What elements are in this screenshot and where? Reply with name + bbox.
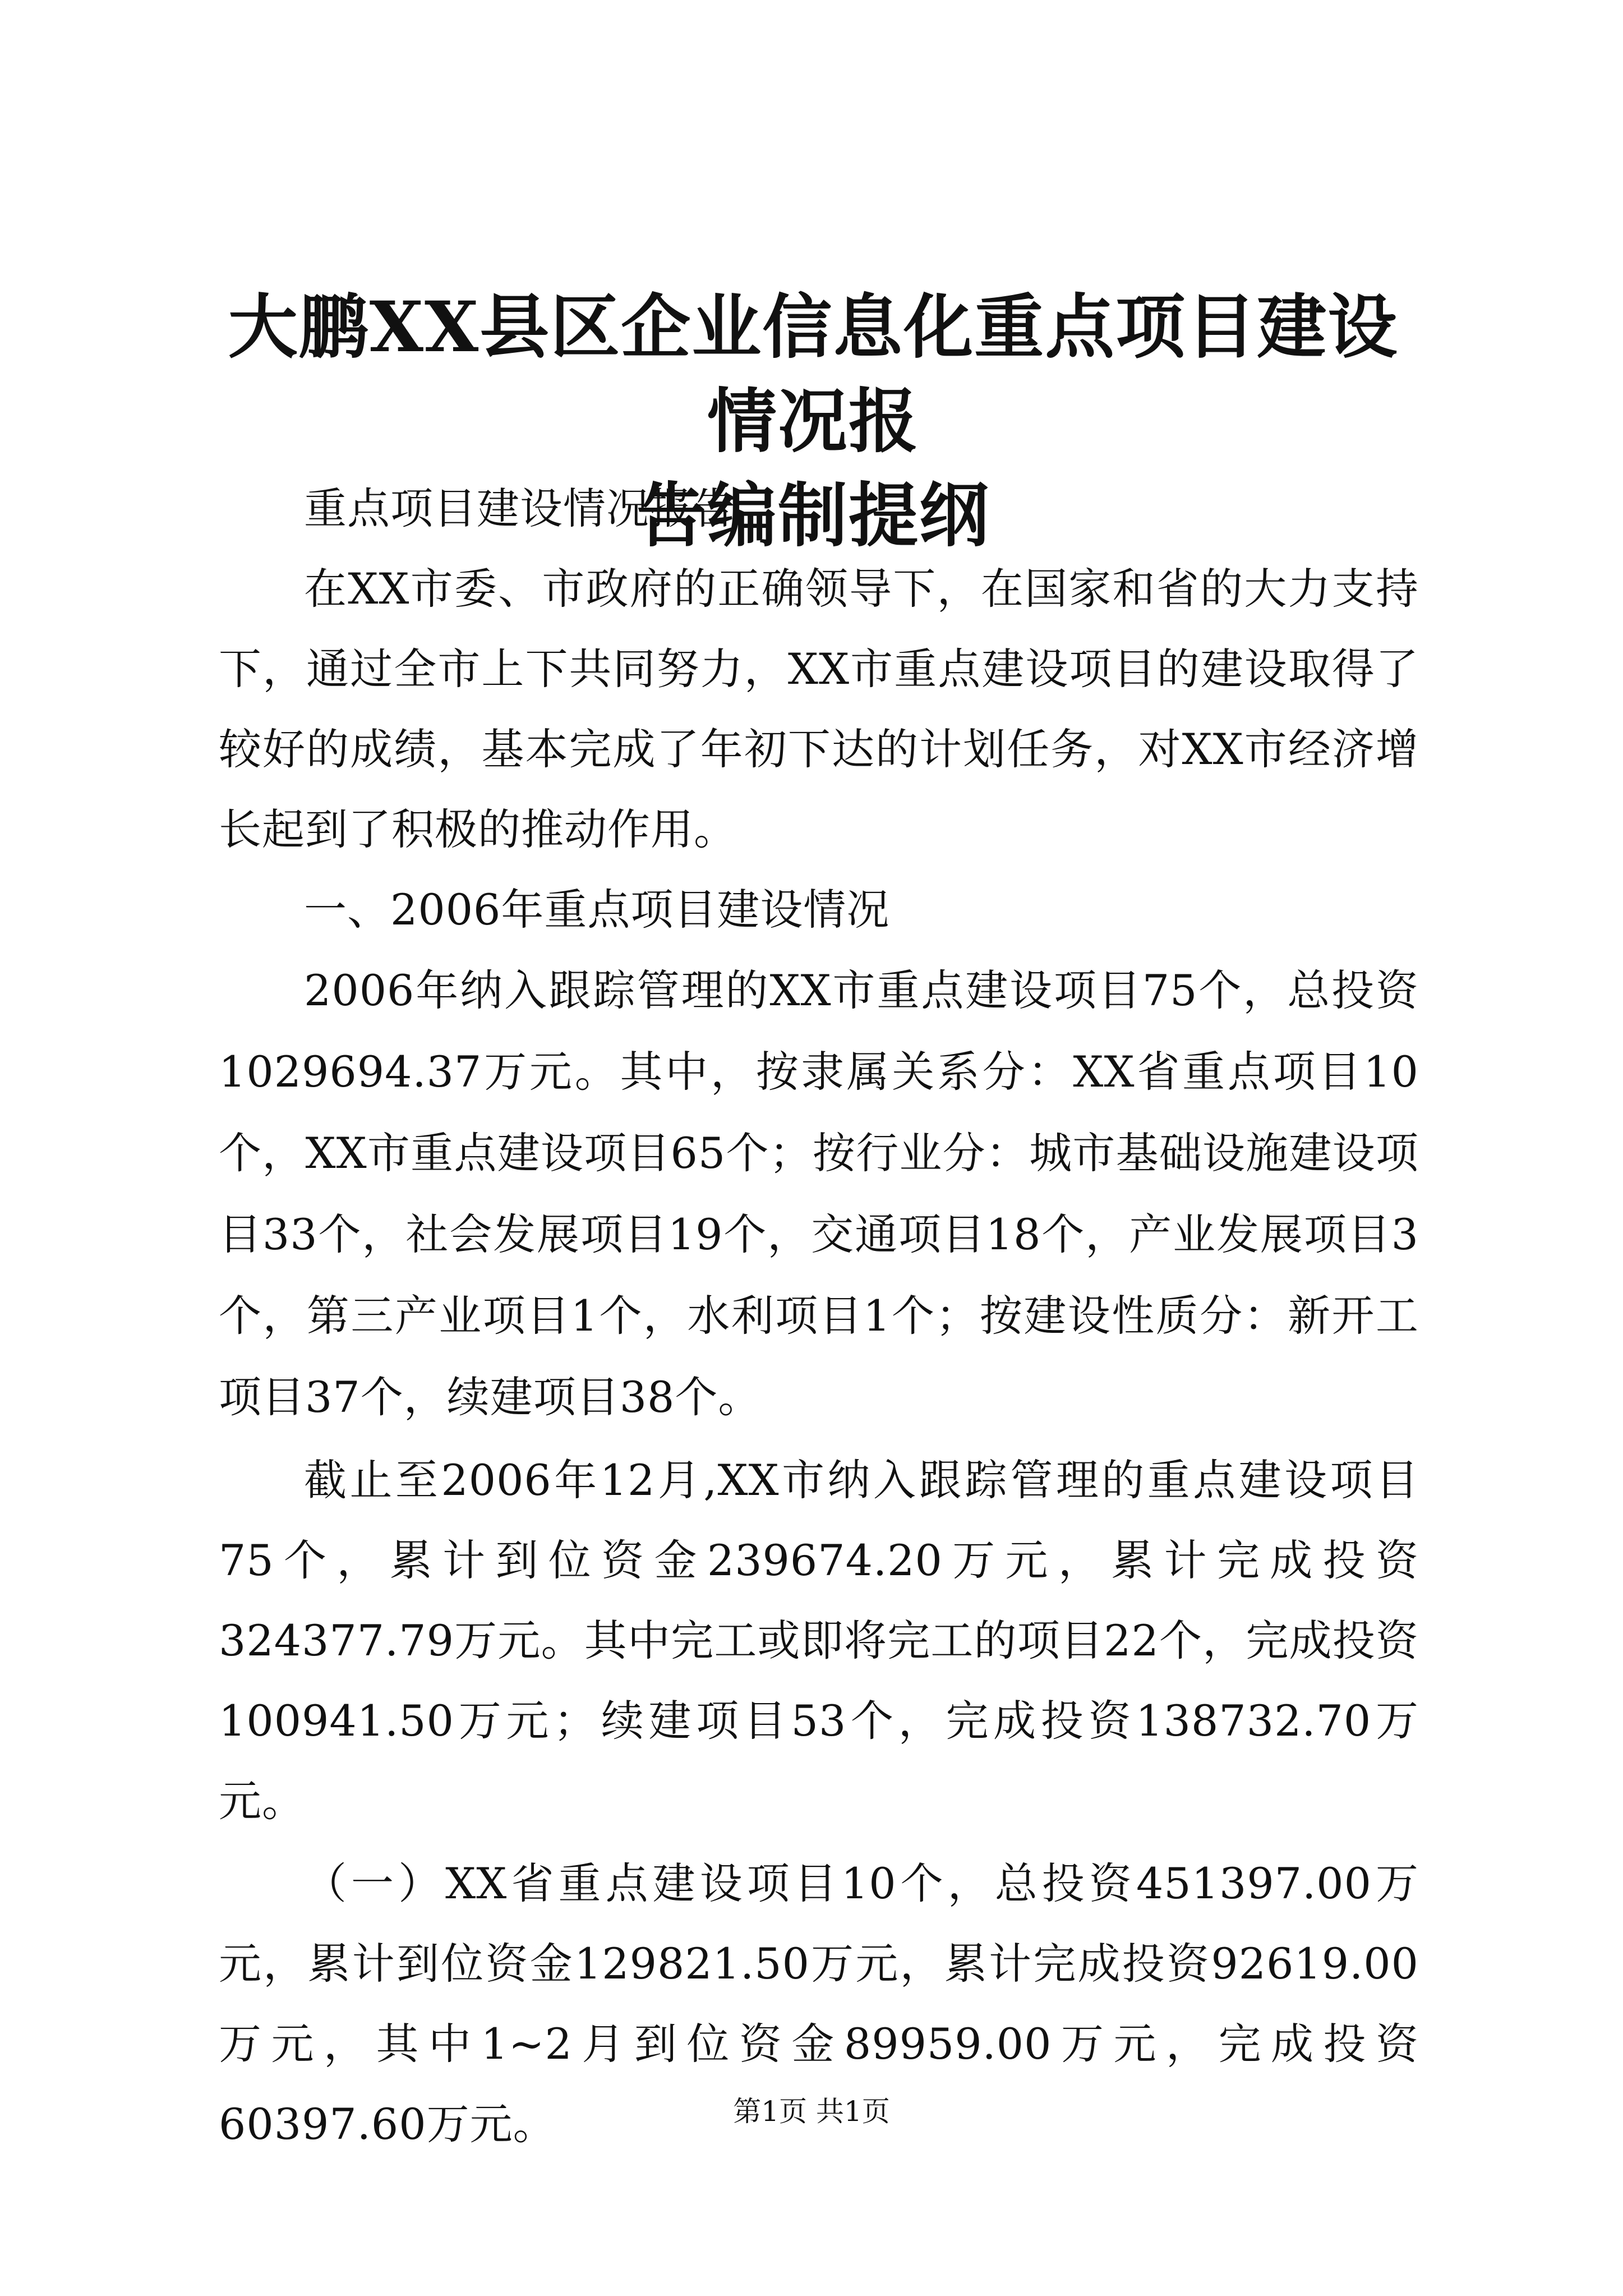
title-line-2: 告编制提纲 xyxy=(636,475,990,556)
paragraph-projects-overview: 2006年纳入跟踪管理的XX市重点建设项目75个，总投资1029694.37万元。其中，按隶属关系分：XX省重点项目10个，XX市重点建设项目65个；按行业分：城市基础设施建设项目33个，社会发展项目19个，交通项目18个，产业发展项目3个，第三产业项目1个，水利项目1个；按建设性质分：新开工项目37个，续建项目38个。 xyxy=(219,965,1419,1422)
paragraph-subtitle: 重点项目建设情况报告 xyxy=(304,484,736,533)
paragraph-investment-progress: 截止至2006年12月,XX市纳入跟踪管理的重点建设项目75个，累计到位资金239674.20万元，累计完成投资324377.79万元。其中完工或即将完工的项目22个，完成投资100941.50万元；续建项目53个，完成投资138732.70万元。 xyxy=(219,1455,1419,1826)
document-body xyxy=(219,468,1419,2164)
paragraph-intro: 在XX市委、市政府的正确领导下，在国家和省的大力支持下，通过全市上下共同努力，XX市重点建设项目的建设取得了较好的成绩，基本完成了年初下达的计划任务，对XX市经济增长起到了积极的推动作用。 xyxy=(219,564,1419,854)
section-heading: 一、2006年重点项目建设情况 xyxy=(304,885,890,935)
title-line-1: 大鹏XX县区企业信息化重点项目建设情况报 xyxy=(228,287,1399,462)
paragraph-provincial-projects: （一）XX省重点建设项目10个，总投资451397.00万元，累计到位资金129821.50万元，累计完成投资92619.00万元，其中1~2月到位资金89959.00万元，完成投资60397.60万元。 xyxy=(219,1858,1419,2149)
page-footer: 第1页 共1页 xyxy=(733,2095,890,2128)
